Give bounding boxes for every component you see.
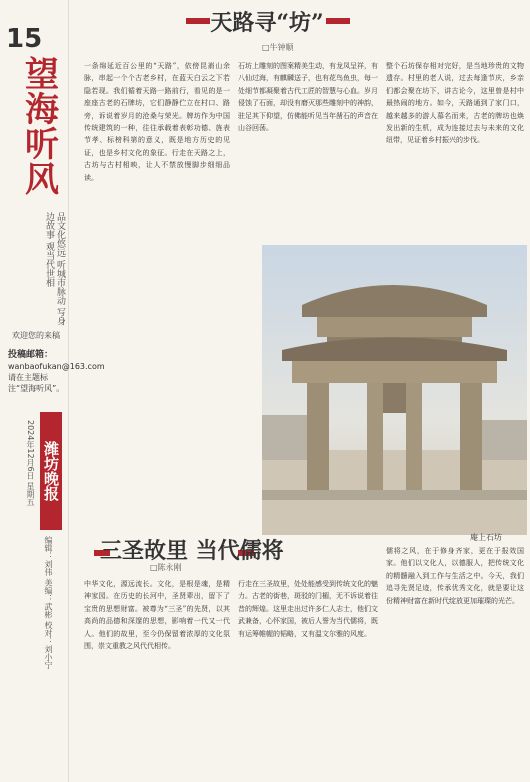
article-1-column-3: 整个石坊保存相对完好，是当地珍贵的文物遗存。村里的老人说，过去每逢节庆，乡亲们都会聚在坊下，讲古论今，这里曾是村中最热闹的地方。如今，天路通到了家门口，越来越多的游人慕名而来，古老的牌坊也焕发出新的生机，成为连接过去与未来的文化纽带，见证着乡村振兴的步伐。 bbox=[386, 62, 524, 145]
contact-label: 投稿邮箱： bbox=[8, 350, 54, 360]
article-2-column-3: 儒将之风，在于修身齐家，更在于报效国家。他们以文化人，以德服人，把传统文化的精髓融入到工作与生活之中。今天，我们追寻先贤足迹，传承优秀文化，就是要让这份精神财富在新时代绽放更加璀璨的光芒。 bbox=[386, 547, 524, 605]
editor-credits: 编辑：刘伟 美编：武彬 校对：刘小宁 bbox=[44, 536, 53, 670]
issue-date: 2024年12月6日 星期五 bbox=[26, 420, 35, 507]
contact-note: 请在主题标注“望海听风”。 bbox=[8, 373, 65, 393]
article-2-byline: □陈永刚 bbox=[150, 563, 182, 572]
newspaper-logo: 潍坊晚报 bbox=[40, 412, 62, 530]
article-1-column-2: 石坊上雕刻的图案精美生动，有龙凤呈祥，有八仙过海，有麒麟送子，也有花鸟鱼虫，每一处细节都凝聚着古代工匠的智慧与心血。岁月侵蚀了石面，却没有磨灭那些雕刻中的神韵，驻足其下仰望，仿佛能听见当年凿石的声音在山谷回荡。 bbox=[238, 62, 378, 133]
archway-illustration bbox=[262, 245, 527, 535]
contact-block bbox=[8, 350, 105, 394]
column-title-char: 风 bbox=[25, 160, 59, 200]
column-title-char: 海 bbox=[25, 90, 59, 130]
welcome-text: 欢迎您的来稿 bbox=[12, 331, 60, 340]
article-2-column-2: 行走在三圣故里，处处能感受到传统文化的魅力。古老的街巷，斑驳的门楣，无不诉说着往昔的辉煌。这里走出过许多仁人志士，他们文武兼备，心怀家国，被后人誉为当代儒将，既有运筹帷幄的韬略，又有温文尔雅的风度。 bbox=[238, 580, 378, 638]
contact-email[interactable]: wanbaofukan@163.com bbox=[8, 362, 105, 371]
column-title-char: 望 bbox=[25, 55, 59, 95]
stone-archway-photo bbox=[262, 245, 527, 535]
column-title-char: 听 bbox=[25, 125, 59, 165]
article-1-title: 天路寻“坊” bbox=[210, 10, 324, 36]
article-2-column-1: 中华文化，源远流长。文化，是根是魂，是精神家园。在历史的长河中，圣贤辈出，留下了宝贵的思想财富。被尊为“三圣”的先贤，以其高尚的品德和深邃的思想，影响着一代又一代人。他们的故里，至今仍保留着浓厚的文化氛围，崇文重教之风代代相传。 bbox=[84, 580, 230, 651]
column-motto: 品文化悠远 听城市脉动 写身边故事 观当代世相 bbox=[44, 212, 65, 326]
page-number: 15 bbox=[6, 24, 43, 54]
column-title bbox=[22, 55, 62, 200]
article-2-title: 三圣故里 当代儒将 bbox=[100, 538, 284, 564]
article-1-byline: □牛钟顺 bbox=[262, 43, 294, 52]
photo-caption: 庵上石坊 bbox=[470, 533, 502, 542]
article-1-column-1: 一条绵延近百公里的“天路”，依傍昆嵛山余脉，串起一个个古老乡村，在蓝天白云之下若隐若现。我们循着天路一路前行，看见的是一座座古老的石牌坊，它们静静伫立在村口、路旁，诉说着岁月的沧桑与荣光。牌坊作为中国传统建筑的一种，往往承载着表彰功德、旌表节孝、标榜科第的意义，既是地方历史的见证，也是乡村文化的象征。行走在天路之上，古坊与古村相映，让人不禁放慢脚步细细品读。 bbox=[84, 62, 230, 182]
